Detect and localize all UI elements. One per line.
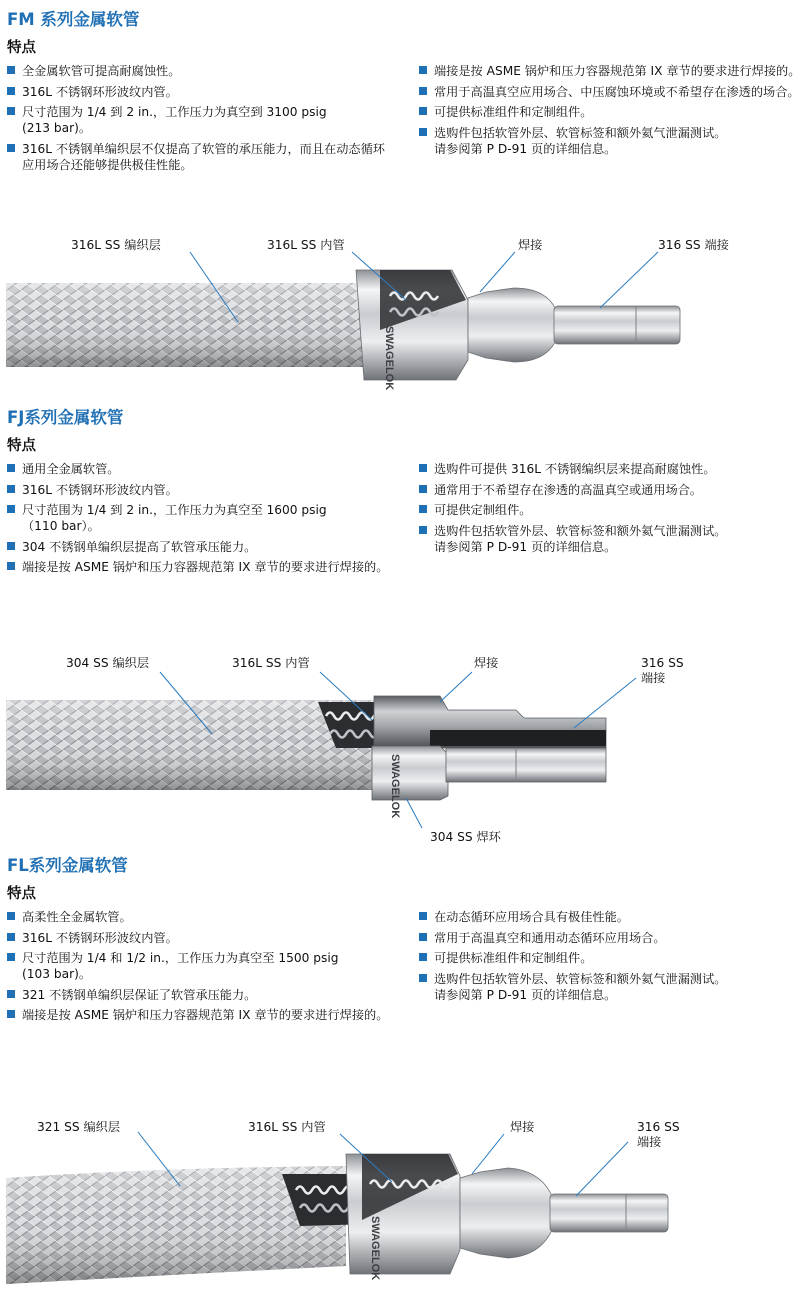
fitting-brand: SWAGELOK [389, 754, 401, 819]
bullet-square-icon [7, 912, 15, 920]
callout-line [600, 252, 658, 308]
fm-hose-illustration [0, 230, 804, 400]
list-item: 321 不锈钢单编织层保证了软管承压能力。 [7, 987, 392, 1003]
list-item: 选购件包括软管外层、软管标签和额外氦气泄漏测试。 请参阅第 P D-91 页的详细信息。 [419, 125, 804, 157]
features-list-right [419, 63, 804, 161]
list-item: 通用全金属软管。 [7, 461, 392, 477]
fm-hose-svg [0, 230, 804, 400]
list-item: 304 不锈钢单编织层提高了软管承压能力。 [7, 539, 392, 555]
callout-weld: 焊接 [510, 1120, 535, 1134]
features-heading: 特点 [7, 438, 36, 454]
list-item: 316L 不锈钢环形波纹内管。 [7, 930, 392, 946]
bullet-square-icon [7, 505, 15, 513]
bullet-square-icon [419, 464, 427, 472]
list-item: 全金属软管可提高耐腐蚀性。 [7, 63, 392, 79]
bullet-square-icon [7, 990, 15, 998]
bullet-square-icon [419, 66, 427, 74]
fm-section [0, 6, 804, 196]
fitting-brand: SWAGELOK [383, 326, 395, 391]
bullet-square-icon [7, 66, 15, 74]
list-item: 选购件包括软管外层、软管标签和额外氦气泄漏测试。 请参阅第 P D-91 页的详细信息。 [419, 971, 804, 1003]
bullet-square-icon [7, 485, 15, 493]
callout-inner-tube: 316L SS 内管 [232, 656, 310, 670]
end-tube [550, 1194, 668, 1232]
bullet-square-icon [7, 1010, 15, 1018]
callout-braid: 316L SS 编织层 [71, 238, 161, 252]
section-title: FJ系列金属软管 [7, 408, 124, 427]
fj-hose-illustration [0, 650, 804, 850]
bullet-square-icon [7, 464, 15, 472]
end-tube [554, 306, 680, 344]
list-item: 尺寸范围为 1/4 到 2 in.，工作压力为真空至 1600 psig （110 bar）。 [7, 502, 392, 534]
bullet-square-icon [419, 485, 427, 493]
fl-hose-illustration [0, 1116, 804, 1286]
list-item: 通常用于不希望存在渗透的高温真空或通用场合。 [419, 482, 804, 498]
callout-end: 316 SS 端接 [658, 238, 729, 252]
bullet-square-icon [419, 87, 427, 95]
callout-weld: 焊接 [474, 656, 499, 670]
callout-inner-tube: 316L SS 内管 [248, 1120, 326, 1134]
features-list-left [7, 461, 392, 580]
fl-hose-svg [0, 1116, 804, 1286]
features-heading: 特点 [7, 886, 36, 902]
list-item: 端接是按 ASME 锅炉和压力容器规范第 IX 章节的要求进行焊接的。 [7, 559, 392, 575]
callout-inner-tube: 316L SS 内管 [267, 238, 345, 252]
list-item: 常用于高温真空应用场合、中压腐蚀环境或不希望存在渗透的场合。 [419, 84, 804, 100]
callout-line [472, 1134, 504, 1174]
list-item: 选购件可提供 316L 不锈钢编织层来提高耐腐蚀性。 [419, 461, 804, 477]
fl-section [0, 852, 804, 1072]
list-item: 在动态循环应用场合具有极佳性能。 [419, 909, 804, 925]
features-heading: 特点 [7, 40, 36, 56]
fitting-brand: SWAGELOK [369, 1216, 381, 1281]
callout-end: 316 SS 端接 [637, 1120, 680, 1149]
bullet-square-icon [419, 526, 427, 534]
callout-line [440, 672, 472, 702]
bullet-square-icon [7, 144, 15, 152]
callout-line [406, 798, 422, 828]
list-item: 可提供标准组件和定制组件。 [419, 104, 804, 120]
features-list-right [419, 461, 804, 559]
bullet-square-icon [7, 107, 15, 115]
list-item: 可提供定制组件。 [419, 502, 804, 518]
list-item: 可提供标准组件和定制组件。 [419, 950, 804, 966]
list-item: 尺寸范围为 1/4 到 2 in.，工作压力为真空到 3100 psig (213 bar)。 [7, 104, 392, 136]
bullet-square-icon [419, 974, 427, 982]
bullet-square-icon [7, 933, 15, 941]
bullet-square-icon [7, 953, 15, 961]
callout-weld: 焊接 [518, 238, 543, 252]
list-item: 选购件包括软管外层、软管标签和额外氦气泄漏测试。 请参阅第 P D-91 页的详细信息。 [419, 523, 804, 555]
callout-braid: 321 SS 编织层 [37, 1120, 121, 1134]
fj-section [0, 404, 804, 624]
list-item: 尺寸范围为 1/4 和 1/2 in.，工作压力为真空至 1500 psig (103 bar)。 [7, 950, 392, 982]
bullet-square-icon [7, 542, 15, 550]
weld-bulb [460, 1168, 552, 1258]
features-list-right [419, 909, 804, 1007]
features-list-left [7, 63, 392, 177]
end-tube [446, 748, 606, 782]
list-item: 端接是按 ASME 锅炉和压力容器规范第 IX 章节的要求进行焊接的。 [419, 63, 804, 79]
callout-line [480, 252, 515, 292]
list-item: 高柔性全金属软管。 [7, 909, 392, 925]
list-item: 316L 不锈钢单编织层不仅提高了软管的承压能力，而且在动态循环应用场合还能够提供极佳性能。 [7, 141, 392, 173]
bullet-square-icon [7, 562, 15, 570]
bullet-square-icon [419, 128, 427, 136]
list-item: 常用于高温真空和通用动态循环应用场合。 [419, 930, 804, 946]
list-item: 316L 不锈钢环形波纹内管。 [7, 482, 392, 498]
bullet-square-icon [419, 933, 427, 941]
callout-braid: 304 SS 编织层 [66, 656, 150, 670]
bullet-square-icon [419, 505, 427, 513]
bullet-square-icon [419, 107, 427, 115]
section-title: FL系列金属软管 [7, 856, 128, 875]
callout-weld-ring: 304 SS 焊环 [430, 830, 501, 844]
bullet-square-icon [419, 953, 427, 961]
features-list-left [7, 909, 392, 1028]
weld-bulb [468, 288, 556, 362]
bullet-square-icon [419, 912, 427, 920]
list-item: 端接是按 ASME 锅炉和压力容器规范第 IX 章节的要求进行焊接的。 [7, 1007, 392, 1023]
bullet-square-icon [7, 87, 15, 95]
list-item: 316L 不锈钢环形波纹内管。 [7, 84, 392, 100]
weld-ring [372, 746, 448, 800]
callout-end: 316 SS 端接 [641, 656, 684, 685]
callout-line [576, 1142, 628, 1196]
section-title: FM 系列金属软管 [7, 10, 140, 29]
